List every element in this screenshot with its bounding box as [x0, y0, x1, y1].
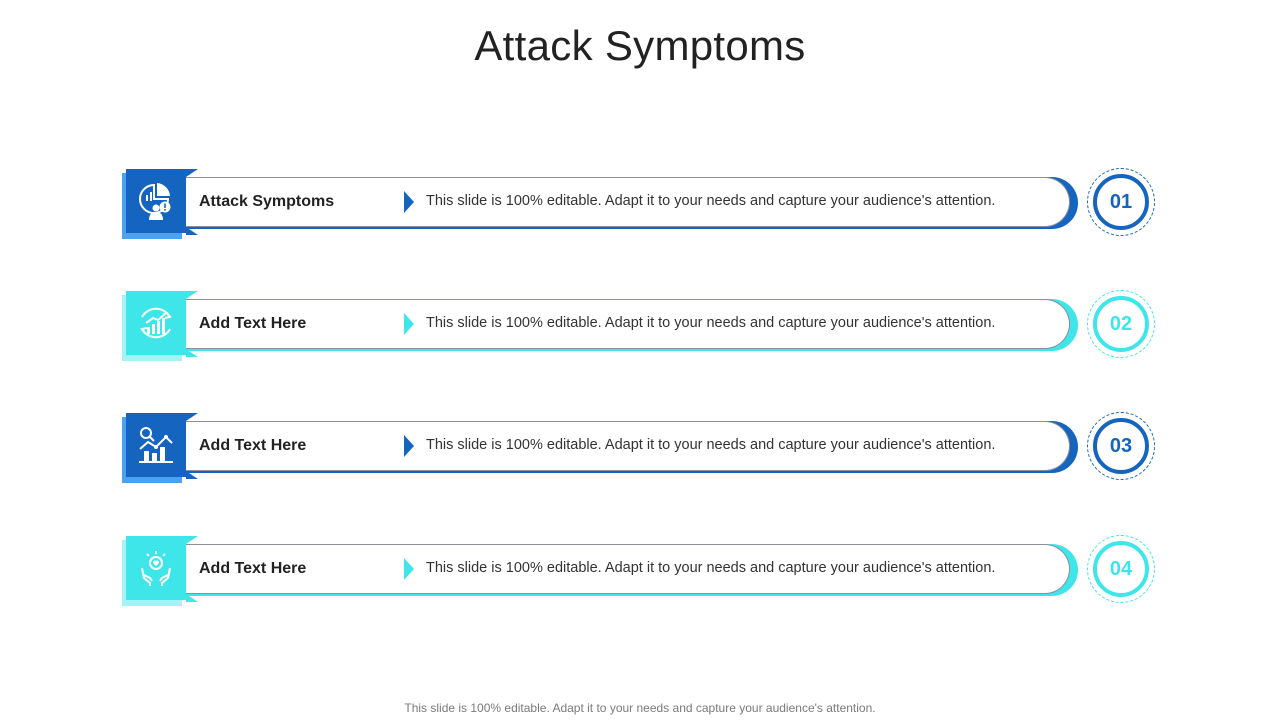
pointer-triangle-icon — [404, 313, 414, 335]
row-title: Add Text Here — [199, 437, 307, 454]
row-title: Attack Symptoms — [199, 193, 335, 210]
row-number: 04 — [1093, 541, 1149, 597]
pointer-triangle-icon — [404, 558, 414, 580]
pointer-triangle-icon — [404, 435, 414, 457]
bar-flap — [186, 471, 198, 479]
list-item — [0, 169, 1280, 239]
row-number: 02 — [1093, 296, 1149, 352]
footer-note: This slide is 100% editable. Adapt it to your needs and capture your audience's attention. — [404, 701, 876, 715]
row-title: Add Text Here — [199, 560, 307, 577]
row-title: Add Text Here — [199, 315, 307, 332]
pointer-triangle-icon — [404, 191, 414, 213]
row-description: This slide is 100% editable. Adapt it to your needs and capture your audience's attention. — [426, 437, 996, 453]
row-description: This slide is 100% editable. Adapt it to your needs and capture your audience's attention. — [426, 560, 996, 576]
bar-flap — [186, 536, 198, 544]
growth-chart-cycle-icon — [126, 291, 186, 355]
row-description: This slide is 100% editable. Adapt it to your needs and capture your audience's attention. — [426, 193, 996, 209]
row-number: 01 — [1093, 174, 1149, 230]
bar-flap — [186, 349, 198, 357]
list-item — [0, 291, 1280, 361]
search-bar-chart-icon — [126, 413, 186, 477]
bar-flap — [186, 291, 198, 299]
pie-chart-user-alert-icon — [126, 169, 186, 233]
bar-flap — [186, 169, 198, 177]
row-description: This slide is 100% editable. Adapt it to your needs and capture your audience's attention. — [426, 315, 996, 331]
hands-heart-icon — [126, 536, 186, 600]
bar-flap — [186, 594, 198, 602]
list-item — [0, 536, 1280, 606]
list-item — [0, 413, 1280, 483]
bar-flap — [186, 227, 198, 235]
bar-flap — [186, 413, 198, 421]
row-number: 03 — [1093, 418, 1149, 474]
slide-title: Attack Symptoms — [474, 22, 806, 69]
